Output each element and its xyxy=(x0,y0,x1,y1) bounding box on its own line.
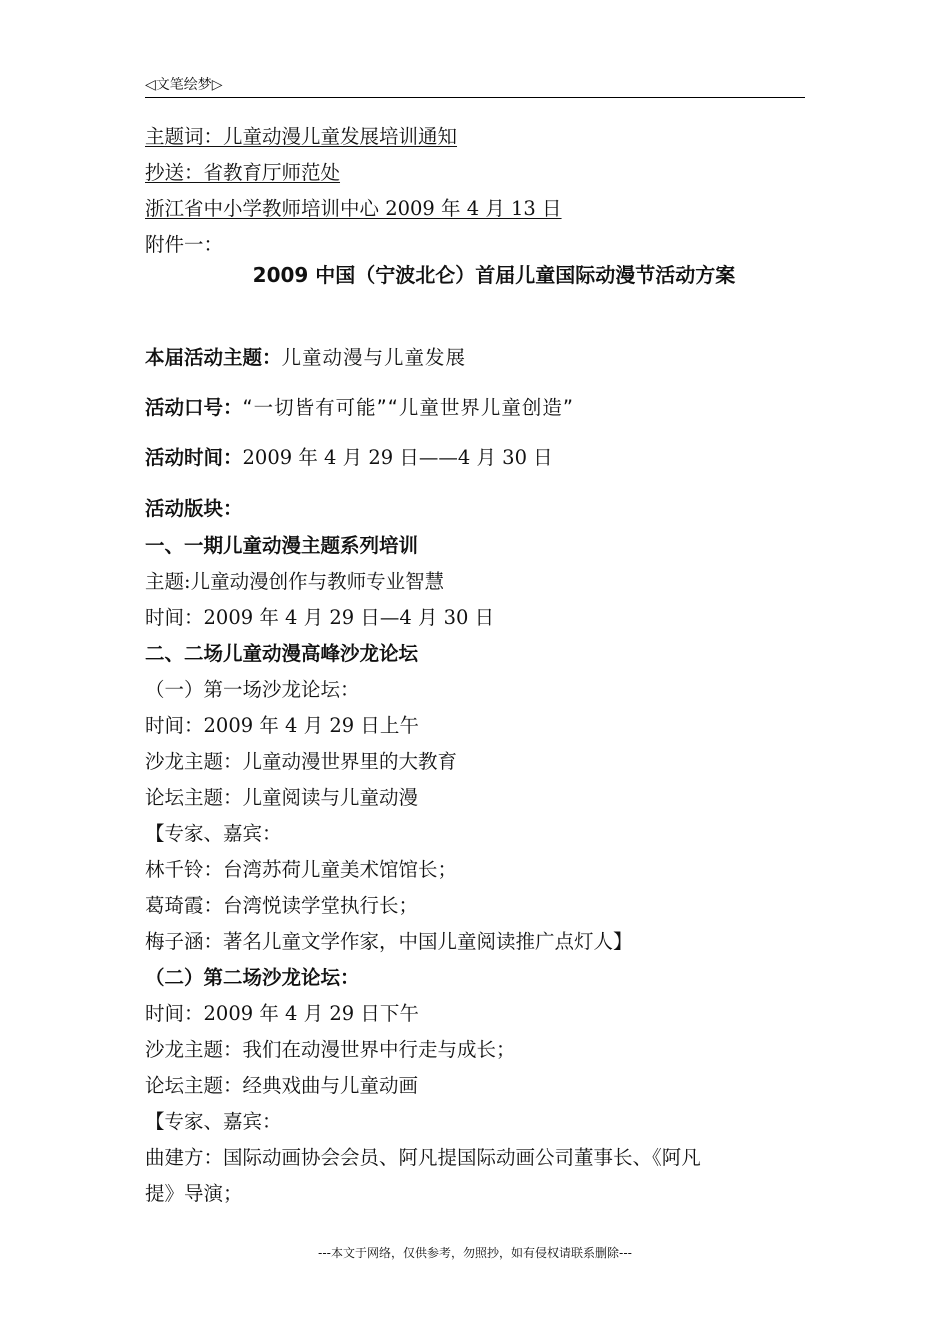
slogan-value: “一切皆有可能”“儿童世界儿童创造” xyxy=(242,396,574,419)
page-footer: ---本文于网络，仅供参考，勿照抄，如有侵权请联系删除--- xyxy=(318,1246,632,1260)
attachment-label: 附件一： xyxy=(145,233,224,256)
forum1-heading: （一）第一场沙龙论坛： xyxy=(145,678,360,701)
section1-topic: 主题:儿童动漫创作与教师专业智慧 xyxy=(145,570,445,593)
keywords-line: 主题词：儿童动漫儿童发展培训通知 xyxy=(145,125,458,148)
forum2-heading: （二）第二场沙龙论坛： xyxy=(145,966,360,989)
forum2-guest-line2: 提》导演； xyxy=(145,1182,243,1205)
forum1-salon-topic: 沙龙主题：儿童动漫世界里的大教育 xyxy=(145,750,458,773)
forum1-guest: 林千铃：台湾苏荷儿童美术馆馆长； xyxy=(145,858,458,881)
slogan-label: 活动口号： xyxy=(145,396,243,419)
document-title: 2009 中国（宁波北仑）首届儿童国际动漫节活动方案 xyxy=(252,263,736,287)
forum1-guests-label: 【专家、嘉宾： xyxy=(145,822,282,845)
forum1-time: 时间：2009 年 4 月 29 日上午 xyxy=(145,714,419,737)
forum1-guest: 葛琦霞：台湾悦读学堂执行长； xyxy=(145,894,419,917)
time-label: 活动时间： xyxy=(145,446,243,469)
header-divider xyxy=(145,97,805,98)
theme-value: 儿童动漫与儿童发展 xyxy=(281,346,467,369)
forum2-time: 时间：2009 年 4 月 29 日下午 xyxy=(145,1002,419,1025)
time-value: 2009 年 4 月 29 日——4 月 30 日 xyxy=(242,446,553,469)
section1-time: 时间：2009 年 4 月 29 日—4 月 30 日 xyxy=(145,606,495,629)
forum1-forum-topic: 论坛主题：儿童阅读与儿童动漫 xyxy=(145,786,419,809)
page-header: ◁文笔绘梦▷ xyxy=(145,77,223,93)
forum2-guests-label: 【专家、嘉宾： xyxy=(145,1110,282,1133)
forum1-guest: 梅子涵：著名儿童文学作家，中国儿童阅读推广点灯人】 xyxy=(145,930,633,953)
theme-line xyxy=(145,345,466,371)
time-line xyxy=(145,445,553,471)
forum2-forum-topic: 论坛主题：经典戏曲与儿童动画 xyxy=(145,1074,419,1097)
section2-heading: 二、二场儿童动漫高峰沙龙论坛 xyxy=(145,642,419,665)
issuer-line: 浙江省中小学教师培训中心 2009 年 4 月 13 日 xyxy=(145,197,562,220)
blocks-label: 活动版块： xyxy=(145,497,243,520)
slogan-line xyxy=(145,395,574,421)
forum2-salon-topic: 沙龙主题：我们在动漫世界中行走与成长； xyxy=(145,1038,516,1061)
forum2-guest-line1: 曲建方：国际动画协会会员、阿凡提国际动画公司董事长、《阿凡 xyxy=(145,1146,701,1169)
section1-heading: 一、一期儿童动漫主题系列培训 xyxy=(145,534,419,557)
cc-line: 抄送：省教育厅师范处 xyxy=(145,161,341,184)
theme-label: 本届活动主题： xyxy=(145,346,282,369)
